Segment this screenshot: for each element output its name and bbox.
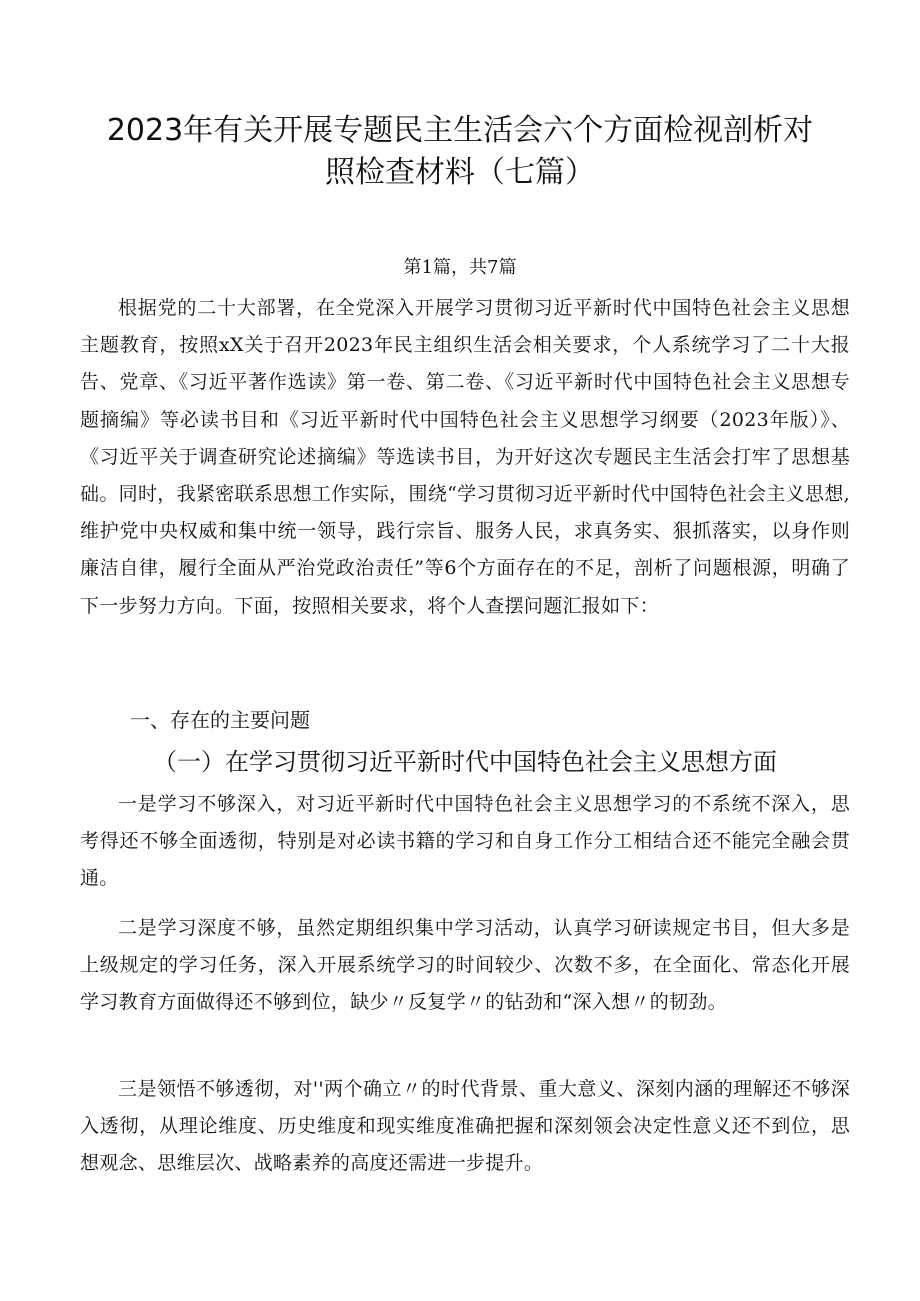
intro-paragraph: 根据党的二十大部署，在全党深入开展学习贯彻习近平新时代中国特色社会主义思想主题教育，按照xX关于召开2023年民主组织生活会相关要求，个人系统学习了二十大报告、党章、《习近平著作选读》第一卷、第二卷、《习近平新时代中国特色社会主义思想专题摘编》等必读书目和《习近平新时代中国特色社会主义思想学习纲要（2023年版）》、《习近平关于调查研究论述摘编》等选读书目，为开好这次专题民主生活会打牢了思想基础。同时，我紧密联系思想工作实际，围绕“学习贯彻习近平新时代中国特色社会主义思想,维护党中央权威和集中统一领导，践行宗旨、服务人民，求真务实、狠抓落实，以身作则廉洁自律，履行全面从严治党政治责任”等6个方面存在的不足，剖析了问题根源，明确了下一步努力方向。下面，按照相关要求，将个人查摆问题汇报如下：: [80, 297, 850, 617]
subsection-heading-1: （一）在学习贯彻习近平新时代中国特色社会主义思想方面: [153, 748, 777, 776]
body-paragraph-2: 二是学习深度不够，虽然定期组织集中学习活动，认真学习研读规定书目，但大多是上级规定的学习任务，深入开展系统学习的时间较少、次数不多，在全面化、常态化开展学习教育方面做得还不够到位，缺少〃反复学〃的钻劲和“深入想〃的韧劲。: [80, 917, 850, 1014]
document-title-line-1: 2023年有关开展专题民主生活会六个方面检视剖析对: [106, 113, 814, 148]
part-label: 第1篇，共7篇: [403, 257, 517, 278]
body-paragraph-3: 三是领悟不够透彻，对''两个确立〃的时代背景、重大意义、深刻内涵的理解还不够深入透彻，从理论维度、历史维度和现实维度准确把握和深刻领会决定性意义还不到位，思想观念、思维层次、战略素养的高度还需进一步提升。: [80, 1078, 850, 1175]
body-paragraph-1: 一是学习不够深入，对习近平新时代中国特色社会主义思想学习的不系统不深入，思考得还不够全面透彻，特别是对必读书籍的学习和自身工作分工相结合还不能完全融会贯通。: [80, 793, 850, 890]
section-heading-main-problems: 一、存在的主要问题: [130, 708, 310, 732]
document-title-line-2: 照检查材料（七篇）: [325, 155, 595, 190]
